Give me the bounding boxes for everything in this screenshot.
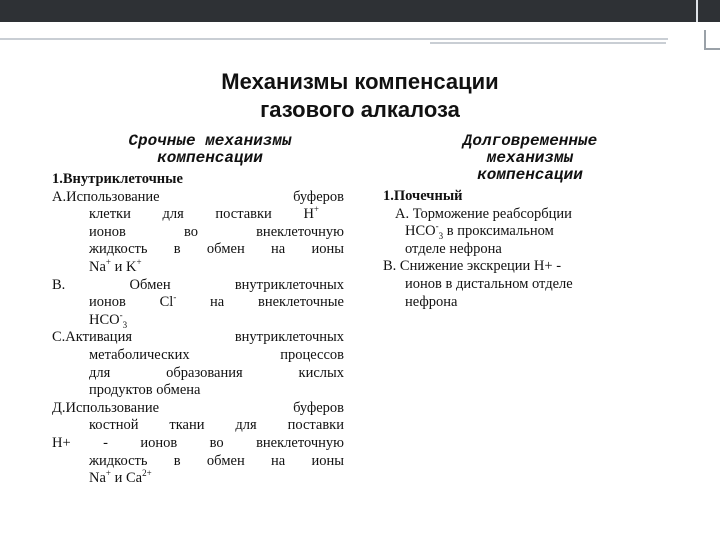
- left-heading-line-1: Срочные механизмы: [128, 132, 292, 150]
- left-b-line-2: [52, 294, 344, 312]
- left-d-line-2: костной ткани для поставки: [89, 417, 344, 434]
- left-a-line-5-k: и K: [111, 258, 137, 275]
- right-a-line-2-sup: -: [435, 221, 439, 232]
- left-c-line-3: для образования кислых: [89, 364, 344, 381]
- decorative-lines: [0, 30, 720, 52]
- left-section-1: 1.Внутриклеточные: [52, 171, 183, 187]
- left-a-line-2: [52, 206, 344, 224]
- left-d-line-4: жидкость в обмен на ионы: [89, 452, 344, 469]
- right-a-line-2-sub: 3: [438, 231, 444, 242]
- left-b-line-3-hco: HCO: [89, 311, 120, 328]
- slide-title-line-2: газового алкалоза: [260, 97, 460, 122]
- right-a-line-3: отделе нефрона: [405, 240, 502, 257]
- right-a-line-1: А. Торможение реабсорбции: [395, 205, 572, 222]
- top-bar-accent: [696, 0, 698, 22]
- right-b-line-1: В. Снижение экскреции Н+ -: [383, 258, 562, 275]
- left-a-line-2-text: клетки для поставки H: [89, 206, 314, 223]
- left-c-line-1: С.Активация внутриклеточных: [52, 329, 344, 346]
- slide-title-line-1: Механизмы компенсации: [221, 69, 499, 94]
- left-a-line-4: жидкость в обмен на ионы: [89, 241, 344, 258]
- left-b-line-3-sub: 3: [122, 319, 128, 330]
- left-a-sup-plus: +: [313, 204, 319, 215]
- slide-top-bar: [0, 0, 720, 22]
- left-d-line-5-na: Na: [89, 470, 106, 487]
- decor-line-2: [430, 42, 666, 44]
- right-b-line-3: нефрона: [405, 293, 458, 310]
- right-a-line-2: [383, 223, 683, 241]
- left-a-line-5-sup1: +: [105, 257, 111, 268]
- right-section-1: 1.Почечный: [383, 188, 463, 204]
- decor-line-1: [0, 38, 668, 40]
- right-column-body: [383, 188, 683, 311]
- left-d-line-5-ca: и Ca: [111, 470, 143, 487]
- left-b-line-2-b: на внеклеточные: [176, 294, 344, 311]
- left-b-line-1: В. Обмен внутриклеточных: [52, 276, 344, 293]
- left-c-line-2: метаболических процессов: [89, 346, 344, 363]
- left-a-line-3: ионов во внеклеточную: [89, 223, 344, 240]
- left-b-sup-minus: -: [173, 292, 177, 303]
- decor-corner-v: [704, 30, 706, 50]
- left-d-line-1: Д.Использование буферов: [52, 399, 344, 416]
- left-d-line-5-sup2: 2+: [142, 468, 152, 479]
- left-a-line-1: А.Использование буферов: [52, 188, 344, 205]
- left-d-line-3: H+ - ионов во внеклеточную: [52, 434, 344, 451]
- left-b-line-3: [52, 309, 344, 330]
- right-a-line-2-rest: в проксимальном: [443, 223, 554, 240]
- right-heading-line-2: механизмы: [486, 149, 574, 167]
- right-a-line-2-hco: HCO: [405, 223, 436, 240]
- right-heading-line-1: Долговременные: [462, 132, 598, 150]
- left-d-line-5-sup1: +: [105, 468, 111, 479]
- left-d-line-5: [52, 470, 344, 488]
- left-b-line-2-a: ионов Cl: [89, 294, 174, 311]
- left-a-line-5: [52, 259, 344, 277]
- left-a-line-5-na: Na: [89, 258, 106, 275]
- right-b-line-2: ионов в дистальном отделе: [405, 275, 573, 292]
- right-column-heading: [395, 133, 665, 184]
- slide-title: [150, 68, 570, 124]
- left-heading-line-2: компенсации: [157, 149, 263, 167]
- left-column-body: [52, 171, 344, 488]
- left-column-heading: [60, 133, 360, 167]
- left-b-line-3-sup: -: [119, 309, 123, 320]
- left-a-line-5-sup2: +: [136, 257, 142, 268]
- left-c-line-4: продуктов обмена: [89, 382, 201, 399]
- decor-corner-h: [704, 48, 720, 50]
- right-heading-line-3: компенсации: [477, 166, 583, 184]
